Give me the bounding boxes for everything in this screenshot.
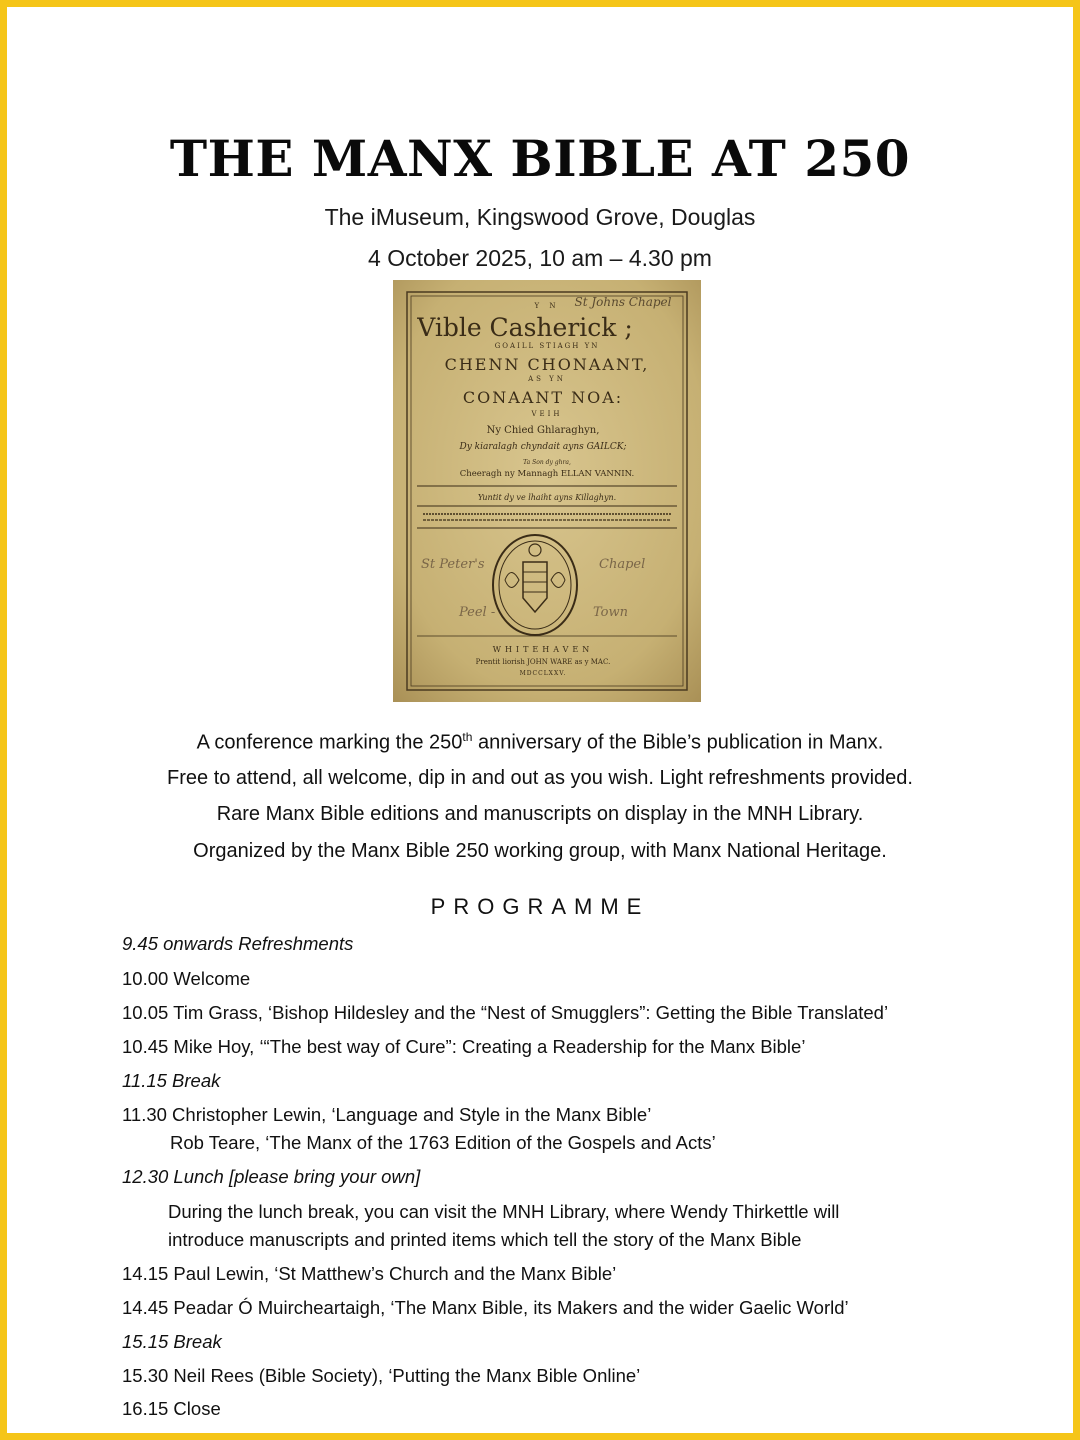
cover-handwriting: St Peter's xyxy=(421,557,485,572)
programme-item: 14.45 Peadar Ó Muircheartaigh, ‘The Manx Bible, its Makers and the wider Gaelic World’ xyxy=(122,1297,849,1318)
cover-line: VEIH xyxy=(531,410,563,418)
bible-title-page-image xyxy=(393,280,701,702)
cover-line: Ny Chied Ghlaraghyn, xyxy=(486,425,600,436)
cover-line: Yuntit dy ve lhaiht ayns Killaghyn. xyxy=(477,493,617,502)
event-date: 4 October 2025, 10 am – 4.30 pm xyxy=(368,245,712,271)
programme-item: During the lunch break, you can visit the MNH Library, where Wendy Thirkettle will xyxy=(168,1201,840,1222)
programme-item: introduce manuscripts and printed items which tell the story of the Manx Bible xyxy=(168,1229,802,1250)
cover-line: CHENN CHONAANT, xyxy=(444,355,650,374)
programme-item: 16.15 Close xyxy=(122,1398,221,1419)
cover-line: CONAANT NOA: xyxy=(462,388,624,407)
venue: The iMuseum, Kingswood Grove, Douglas xyxy=(324,204,756,230)
intro-line: A conference marking the 250th anniversary of the Bible’s publication in Manx. xyxy=(196,730,884,754)
intro-line: Organized by the Manx Bible 250 working group, with Manx National Heritage. xyxy=(193,840,887,862)
cover-handwriting: Chapel xyxy=(599,557,646,572)
programme-item: 10.05 Tim Grass, ‘Bishop Hildesley and the “Nest of Smugglers”: Getting the Bible Translated’ xyxy=(122,1002,889,1023)
cover-line: AS YN xyxy=(528,375,566,383)
programme-item: 11.15 Break xyxy=(122,1070,221,1091)
cover-line: WHITEHAVEN xyxy=(492,645,594,654)
cover-handwriting: St Johns Chapel xyxy=(574,295,672,309)
programme-item: 10.45 Mike Hoy, ‘“The best way of Cure”: Creating a Readership for the Manx Bible’ xyxy=(122,1036,806,1057)
page-title: THE MANX BIBLE AT 250 xyxy=(169,129,911,188)
cover-line: Y N xyxy=(534,302,560,310)
cover-line: Dy kiaralagh chyndait ayns GAILCK; xyxy=(459,442,627,452)
programme-item: Rob Teare, ‘The Manx of the 1763 Edition of the Gospels and Acts’ xyxy=(170,1132,716,1153)
programme-item: 14.15 Paul Lewin, ‘St Matthew’s Church and the Manx Bible’ xyxy=(122,1263,617,1284)
cover-line: Prentit liorish JOHN WARE as y MAC. xyxy=(475,658,611,666)
programme-item: 11.30 Christopher Lewin, ‘Language and Style in the Manx Bible’ xyxy=(122,1104,652,1125)
cover-handwriting: Peel - xyxy=(459,605,496,620)
cover-line: Cheeragh ny Mannagh ELLAN VANNIN. xyxy=(459,469,635,479)
programme-heading: PROGRAMME xyxy=(430,894,650,919)
intro-line: Free to attend, all welcome, dip in and out as you wish. Light refreshments provided. xyxy=(167,767,913,789)
intro-line: Rare Manx Bible editions and manuscripts on display in the MNH Library. xyxy=(216,803,864,825)
programme-item: 12.30 Lunch [please bring your own] xyxy=(122,1166,421,1187)
programme-item: 10.00 Welcome xyxy=(122,968,251,989)
programme-item: 15.30 Neil Rees (Bible Society), ‘Putting the Manx Bible Online’ xyxy=(122,1365,641,1386)
cover-line: GOAILL STIAGH YN xyxy=(494,342,600,350)
cover-handwriting: Town xyxy=(593,605,628,620)
cover-line: Vible Casherick ; xyxy=(417,313,633,342)
programme-item: 15.15 Break xyxy=(122,1331,222,1352)
cover-line: MDCCLXXV. xyxy=(519,670,567,677)
cover-line: Ta Son dy ghra, xyxy=(523,459,571,466)
programme-item: 9.45 onwards Refreshments xyxy=(122,933,354,954)
